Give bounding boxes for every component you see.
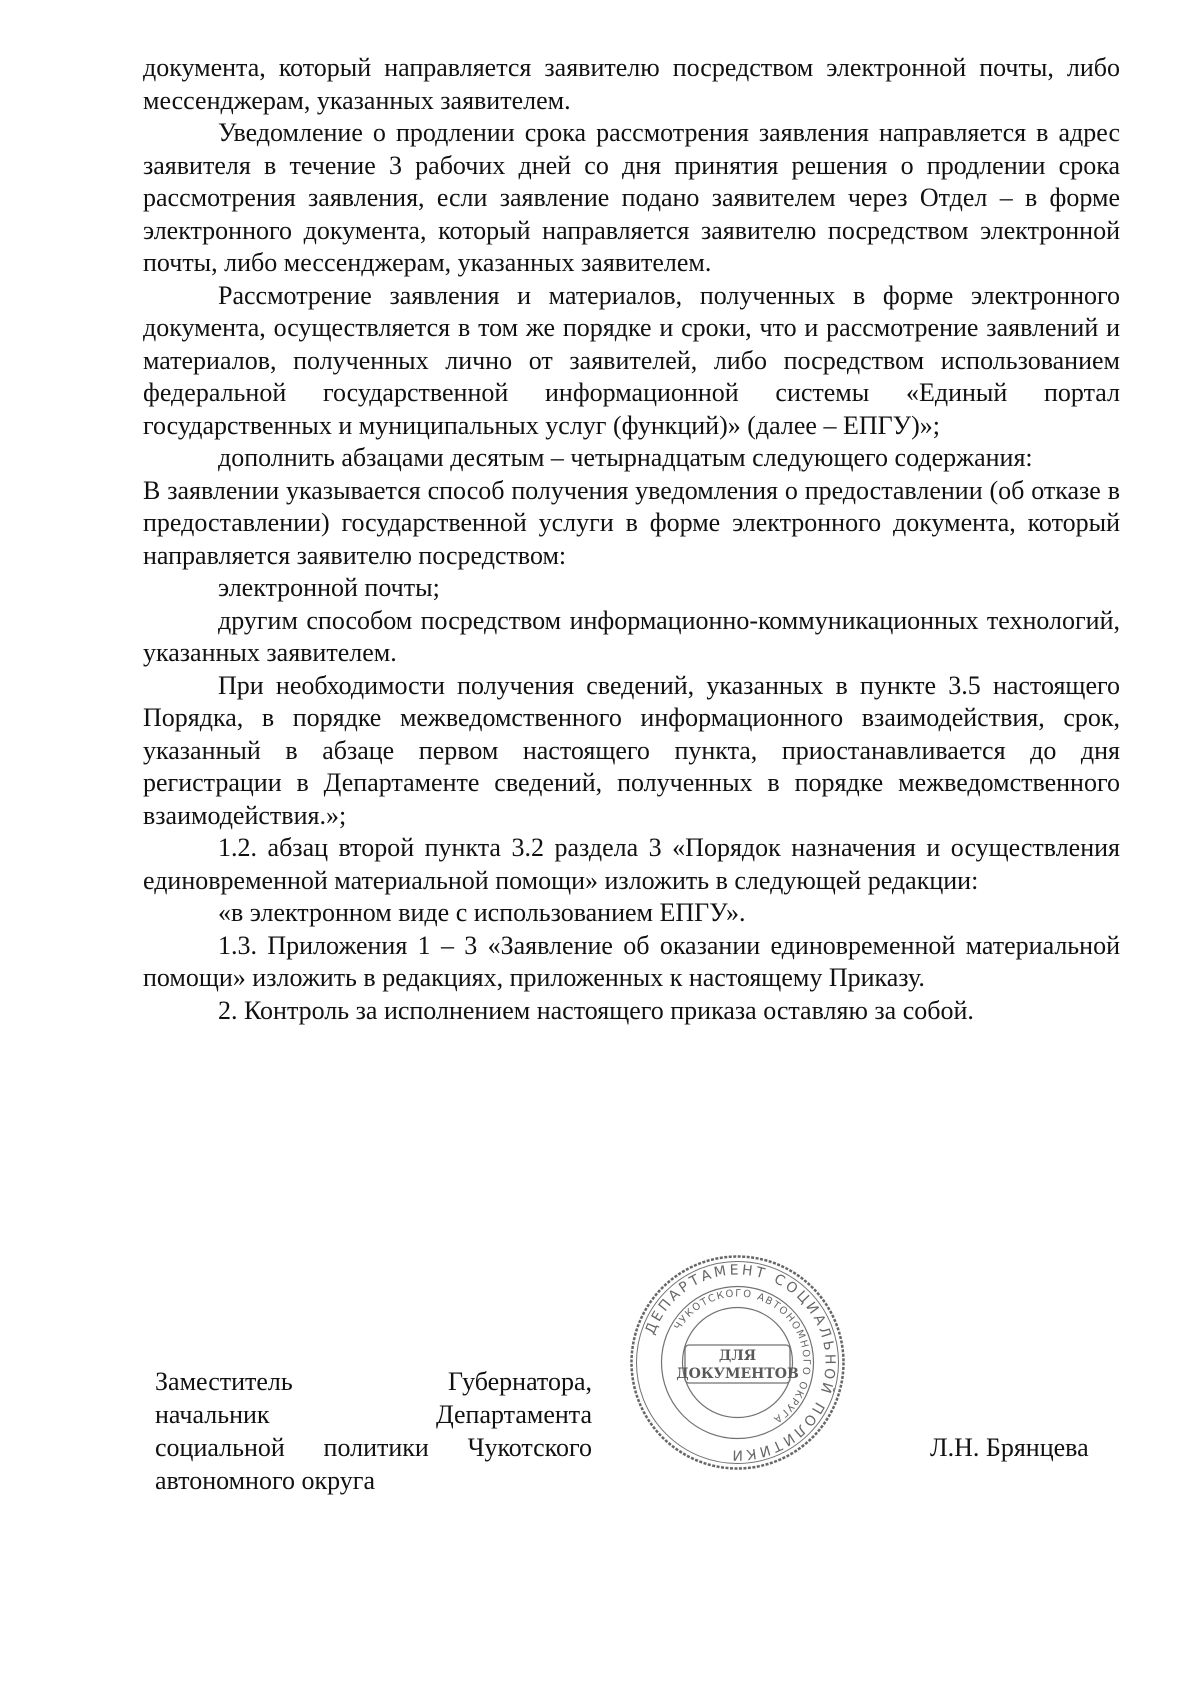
paragraph-9: 1.2. абзац второй пункта 3.2 раздела 3 «Порядок назначения и осуществления единовременной материальной помощи» изложить в следующей редакции:	[143, 833, 1120, 895]
paragraph-3: Рассмотрение заявления и материалов, полученных в форме электронного документа, осуществляется в том же порядке и сроки, что и рассмотрение заявлений и материалов, полученных лично от заявителей, либо посредством использованием федеральной государственной информационной системы «Единый портал государственных и муниципальных услуг (функций)» (далее – ЕПГУ)»;	[143, 280, 1120, 440]
stamp-outer-text: ДЕПАРТАМЕНТ СОЦИАЛЬНОЙ ПОЛИТИКИ	[642, 1262, 838, 1463]
signature-line-1	[155, 1365, 592, 1398]
document-body	[143, 52, 1120, 1027]
signer-name: Л.Н. Брянцева	[930, 1433, 1089, 1462]
paragraph-2: Уведомление о продлении срока рассмотрения заявления направляется в адрес заявителя в течение 3 рабочих дней со дня принятия решения о продлении срока рассмотрения заявления, если заявление подано заявителем через Отдел – в форме электронного документа, который направляется заявителю посредством электронной почты, либо мессенджерам, указанных заявителем.	[143, 118, 1120, 277]
stamp-center-text-2: ДОКУМЕНТОВ	[676, 1366, 799, 1382]
paragraph-4: дополнить абзацами десятым – четырнадцатым следующего содержания:	[218, 443, 1033, 472]
signature-title-word: Чукотского	[467, 1433, 592, 1462]
signature-line-4: автономного округа	[155, 1466, 375, 1495]
paragraph-12: 2. Контроль за исполнением настоящего приказа оставляю за собой.	[218, 995, 974, 1025]
signature-line-2	[155, 1398, 592, 1431]
paragraph-11: 1.3. Приложения 1 – 3 «Заявление об оказании единовременной материальной помощи» изложить в редакциях, приложенных к настоящему Приказу.	[143, 930, 1120, 992]
signature-title-word: Заместитель	[155, 1367, 293, 1396]
stamp-inner-text: ЧУКОТСКОГО АВТОНОМНОГО ОКРУГА	[672, 1288, 812, 1426]
signature-title-word: Губернатора,	[448, 1367, 592, 1396]
paragraph-6: электронной почты;	[218, 573, 440, 602]
signature-title-word: начальник	[155, 1400, 270, 1429]
signature-title-word: социальной	[155, 1433, 285, 1462]
stamp-center-text-1: ДЛЯ	[718, 1348, 757, 1364]
paragraph-8: При необходимости получения сведений, указанных в пункте 3.5 настоящего Порядка, в порядке межведомственного информационного взаимодействия, срок, указанный в абзаце первом настоящего пункта, приостанавливается до дня регистрации в Департаменте сведений, полученных в порядке межведомственного взаимодействия.»;	[143, 670, 1120, 830]
paragraph-1: документа, который направляется заявителю посредством электронной почты, либо мессенджерам, указанных заявителем.	[143, 53, 1120, 115]
signature-title-word: Департамента	[435, 1400, 592, 1429]
paragraph-5: В заявлении указывается способ получения уведомления о предоставлении (об отказе в предоставлении) государственной услуги в форме электронного документа, который направляется заявителю посредством:	[143, 475, 1120, 570]
paragraph-7: другим способом посредством информационно-коммуникационных технологий, указанных заявителем.	[143, 605, 1120, 667]
signature-block	[155, 1365, 592, 1497]
paragraph-10: «в электронном виде с использованием ЕПГУ».	[218, 898, 746, 927]
official-stamp	[625, 1250, 850, 1475]
signature-line-3	[155, 1431, 592, 1464]
signature-title-word: политики	[323, 1433, 429, 1462]
